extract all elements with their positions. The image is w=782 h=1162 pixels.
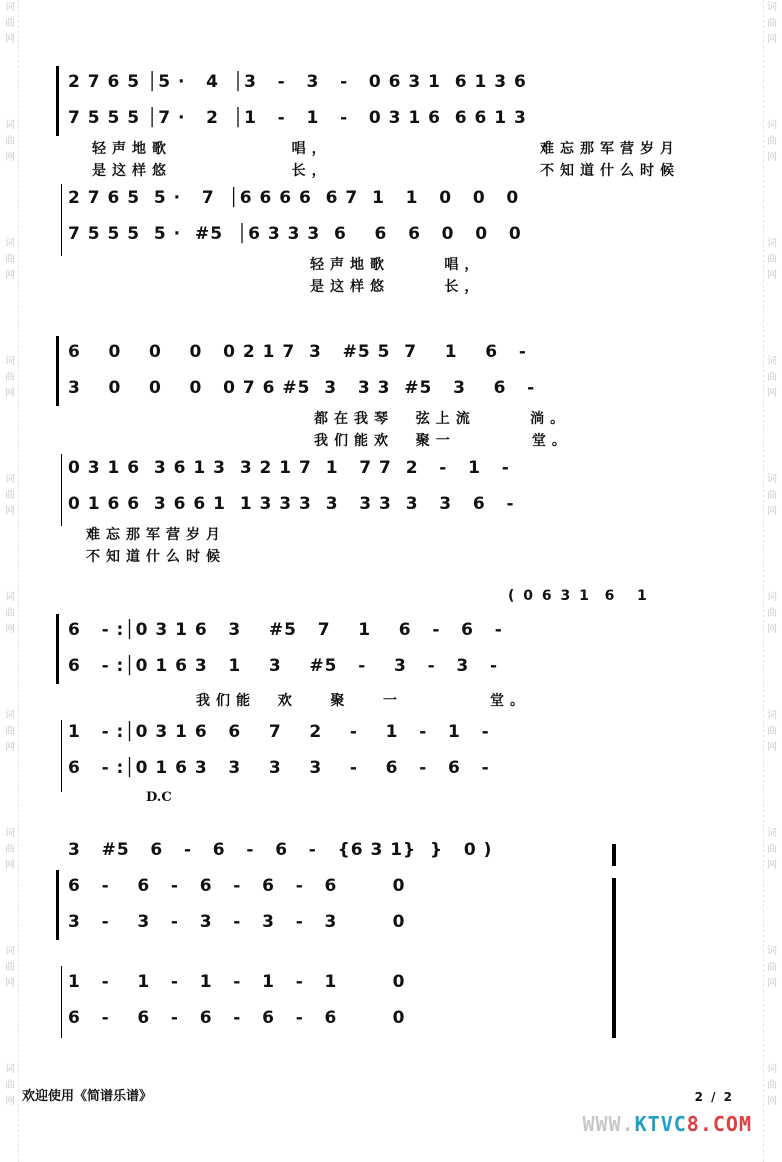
- lyric-line-4: 不知道什么时候: [86, 549, 226, 565]
- lyric-line-3: 轻声地歌 唱，: [310, 257, 485, 273]
- site-logo: WWW.KTVC8.COM: [582, 1112, 752, 1136]
- final-barline: [612, 844, 616, 866]
- staff-line-bass: 6 - :│0 1 6 3 3 3 3 - 6 - 6 -: [68, 758, 490, 778]
- lyric-line-2: 是这样悠 长， 不知道什么时候: [92, 163, 680, 179]
- watermark-left: 词 曲 网 词 曲 网 词 曲 网 词 曲 网 词 曲 网 词 曲 网 词 曲 网 词 曲 网 词 曲 网 词 曲 网: [2, 0, 19, 1162]
- lyric-line-1: 都在我琴 弦上流 淌。: [314, 411, 571, 427]
- instrumental-line: ( 0 6 3 1 6 1: [508, 588, 649, 604]
- staff-line-alto: 6 - :│0 1 6 3 1 3 #5 - 3 - 3 -: [68, 656, 499, 676]
- score-system-3: [62, 586, 732, 810]
- staff-line-tenor: 1 - :│0 3 1 6 6 7 2 - 1 - 1 -: [68, 722, 490, 742]
- staff-line-soprano: 6 0 0 0 0 2 1 7 3 #5 5 7 1 6 -: [68, 342, 527, 362]
- watermark-right: 词 曲 网 词 曲 网 词 曲 网 词 曲 网 词 曲 网 词 曲 网 词 曲 网 词 曲 网 词 曲 网 词 曲 网: [763, 0, 780, 1162]
- lyric-line-4: 是这样悠 长，: [310, 279, 485, 295]
- staff-line-bass: 7 5 5 5 5 · #5 │6 3 3 3 6 6 6 0 0 0: [68, 224, 522, 244]
- lyric-line-1: 我们能 欢 聚 一 堂。: [196, 693, 530, 709]
- staff-line-top: 3 #5 6 - 6 - 6 - {6 3 1} } 0 ): [68, 840, 493, 860]
- staff-line-alto: 3 - 3 - 3 - 3 - 3 0: [68, 912, 406, 932]
- da-capo-marker: D.C: [146, 790, 172, 805]
- score-system-1: [62, 66, 732, 298]
- staff-line-soprano: 2 7 6 5 │5 · 4 │3 - 3 - 0 6 3 1 6 1 3 6: [68, 72, 527, 92]
- final-barline: [612, 878, 616, 1038]
- spacer-row: [62, 942, 732, 966]
- staff-line-alto: 7 5 5 5 │7 · 2 │1 - 1 - 0 3 1 6 6 6 1 3: [68, 108, 527, 128]
- staff-line-tenor: 1 - 1 - 1 - 1 - 1 0: [68, 972, 406, 992]
- page-number: 2 / 2: [694, 1090, 734, 1104]
- score-system-2: [62, 336, 732, 568]
- lyric-line-2: 我们能欢 聚一 堂。: [314, 433, 572, 449]
- score-system-4: [62, 834, 732, 1038]
- dc-marker-row: [62, 788, 732, 810]
- footer-credit: 欢迎使用《简谱乐谱》: [22, 1089, 153, 1104]
- staff-line-soprano: 6 - :│0 3 1 6 3 #5 7 1 6 - 6 -: [68, 620, 503, 640]
- lyric-line-1: 轻声地歌 唱， 难忘那军营岁月: [92, 141, 680, 157]
- staff-line-bass: 6 - 6 - 6 - 6 - 6 0: [68, 1008, 406, 1028]
- staff-line-tenor: 0 3 1 6 3 6 1 3 3 2 1 7 1 7 7 2 - 1 -: [68, 458, 510, 478]
- staff-line-bass: 0 1 6 6 3 6 6 1 1 3 3 3 3 3 3 3 3 6 -: [68, 494, 515, 514]
- staff-line-alto: 3 0 0 0 0 7 6 #5 3 3 3 #5 3 6 -: [68, 378, 536, 398]
- lyric-line-3: 难忘那军营岁月: [86, 527, 226, 543]
- staff-line-tenor: 2 7 6 5 5 · 7 │6 6 6 6 6 7 1 1 0 0 0: [68, 188, 520, 208]
- staff-line-soprano: 6 - 6 - 6 - 6 - 6 0: [68, 876, 406, 896]
